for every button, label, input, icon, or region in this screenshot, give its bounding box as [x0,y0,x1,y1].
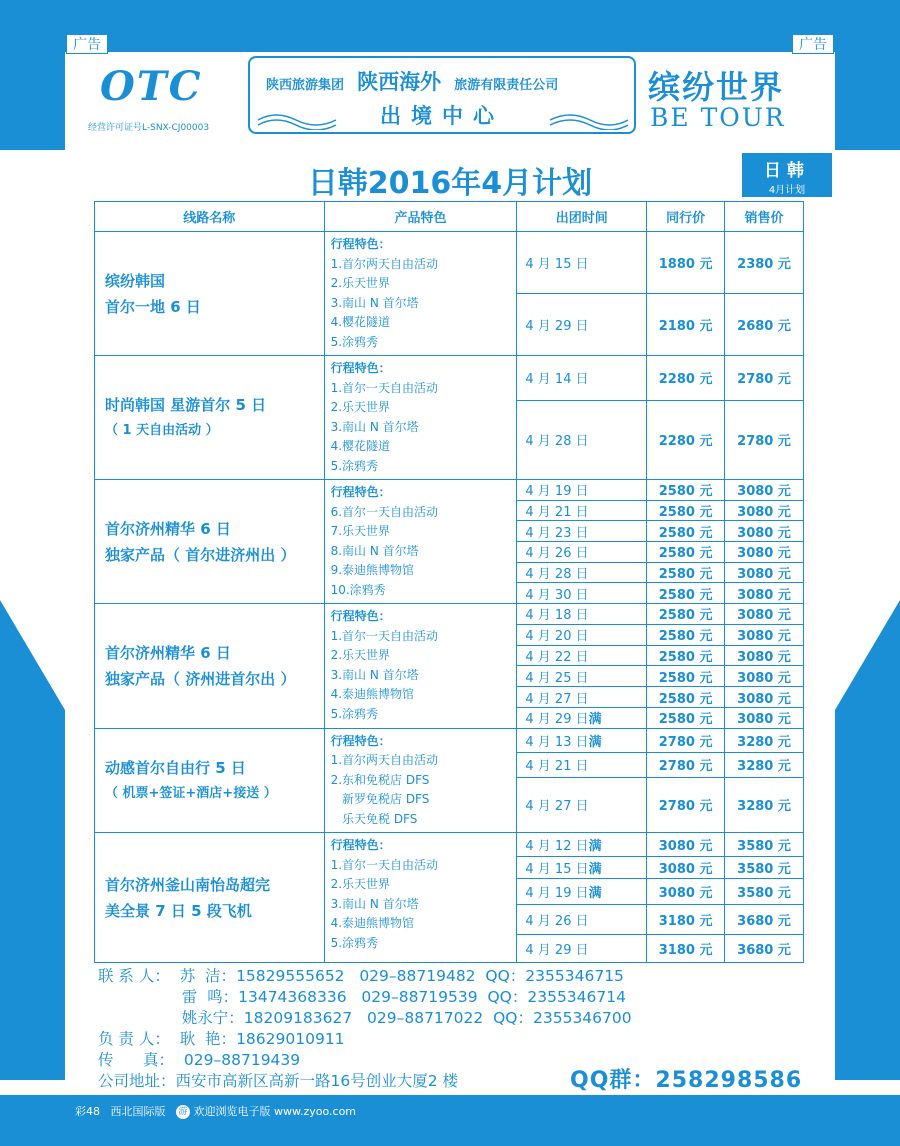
corner-tag [742,153,832,197]
full-badge: 满 [588,839,602,855]
departure-date-cell [517,521,647,542]
company-main-name: 陕西海外 [357,69,442,94]
retail-price: 2380 元 [725,232,804,294]
retail-price: 3080 元 [725,624,804,645]
manager-row: 负 责 人： 耿 艳：18629010911 [98,1030,345,1048]
table-row [95,356,804,401]
trade-price: 3180 元 [647,905,725,935]
page-number: 彩48 [75,1105,100,1118]
feature-item: 2.乐天世界 [330,877,391,892]
trade-price: 2580 元 [647,583,725,604]
route-subtitle: 独家产品（ 首尔进济州出 ） [105,545,296,564]
departure-date: 4 月 20 日 [525,629,589,645]
route-name: 缤纷韩国 [105,271,166,290]
ad-tag-right: 广告 [792,34,834,54]
departure-date-cell [517,728,647,752]
retail-price: 3080 元 [725,562,804,583]
trade-price: 2780 元 [647,753,725,777]
feature-item: 3.南山 N 首尔塔 [330,667,419,682]
departure-date: 4 月 29 日 [525,712,589,728]
features-cell [324,480,517,604]
departure-date: 4 月 19 日 [525,484,589,500]
header-departure: 出团时间 [517,202,647,232]
contact-row: 姚永宁：18209183627 029–88717022 QQ：2355346700 [98,1009,632,1027]
departure-date: 4 月 23 日 [525,525,589,541]
departure-date-cell [517,294,647,356]
trade-price: 2780 元 [647,777,725,833]
features-cell [324,356,517,480]
table-header-row [95,202,804,232]
departure-date-cell [517,935,647,963]
departure-date-cell [517,356,647,401]
full-badge: 满 [588,886,602,902]
trade-price: 2580 元 [647,562,725,583]
trade-price: 2280 元 [647,400,725,479]
features-cell [324,833,517,963]
retail-price: 3080 元 [725,583,804,604]
departure-date-cell [517,879,647,905]
departure-date-cell [517,541,647,562]
route-name-cell [95,604,325,729]
departure-date-cell [517,645,647,666]
retail-price: 3080 元 [725,604,804,625]
ad-tag-left: 广告 [66,34,108,54]
departure-date-cell [517,707,647,728]
retail-price: 3080 元 [725,541,804,562]
footer-slogan[interactable]: 欢迎浏览电子版 www.zyoo.com [193,1105,357,1118]
trade-price: 2580 元 [647,645,725,666]
header-route: 线路名称 [95,202,325,232]
table-row [95,728,804,752]
table-row [95,604,804,625]
departure-date: 4 月 12 日 [525,839,589,855]
trade-price: 1880 元 [647,232,725,294]
feature-item: 乐天免税 DFS [330,811,418,826]
trade-price: 2780 元 [647,728,725,752]
header-features: 产品特色 [324,202,517,232]
route-name: 动感首尔自由行 5 日 [105,758,246,777]
feature-item: 8.南山 N 首尔塔 [330,543,419,558]
departure-date: 4 月 21 日 [525,504,589,520]
trade-price: 2180 元 [647,294,725,356]
departure-date: 4 月 27 日 [525,691,589,707]
departure-date: 4 月 26 日 [525,546,589,562]
retail-price: 3080 元 [725,645,804,666]
feature-item: 1.首尔一天自由活动 [330,857,439,872]
license-number: 经营许可证号L-SNX-CJ00003 [88,123,210,133]
departure-date-cell [517,562,647,583]
outbound-center: 出境中心 [380,104,504,128]
feature-item: 5.涂鸦秀 [330,334,379,349]
retail-price: 3080 元 [725,666,804,687]
route-name-cell [95,356,325,480]
trade-price: 2580 元 [647,624,725,645]
departure-date-cell [517,624,647,645]
table-row [95,480,804,501]
departure-date: 4 月 21 日 [525,759,589,775]
trade-price: 2580 元 [647,604,725,625]
features-label: 行程特色： [330,838,391,853]
retail-price: 2680 元 [725,294,804,356]
corner-tag-subtitle: 4月计划 [768,185,806,196]
feature-item: 4.樱花隧道 [330,315,391,329]
otc-logo: OTC [100,63,203,110]
table-row [95,833,804,857]
feature-item: 6.首尔一天自由活动 [330,504,439,519]
fax-row: 传 真： 029–88719439 [98,1051,301,1069]
departure-date: 4 月 29 日 [525,319,589,334]
departure-date-cell [517,666,647,687]
route-subtitle: 独家产品（ 济州进首尔出 ） [105,669,296,688]
feature-item: 新罗免税店 DFS [330,792,430,807]
departure-date: 4 月 18 日 [525,608,589,624]
tour-plan-table [94,201,804,963]
trade-price: 2580 元 [647,687,725,708]
departure-date: 4 月 26 日 [525,914,589,930]
departure-date-cell [517,753,647,777]
feature-item: 5.涂鸦秀 [330,458,379,473]
retail-price: 3280 元 [725,728,804,752]
route-name-cell [95,728,325,833]
header-trade-price: 同行价 [647,202,725,232]
departure-date: 4 月 27 日 [525,799,589,815]
trade-price: 2580 元 [647,480,725,501]
feature-item: 1.首尔两天自由活动 [330,256,439,271]
departure-date-cell [517,857,647,879]
feature-item: 3.南山 N 首尔塔 [330,419,419,434]
departure-date-cell [517,400,647,479]
company-name-line [266,66,626,96]
features-cell [324,728,517,833]
retail-price: 2780 元 [725,356,804,401]
side-label-right [844,738,874,834]
qq-group: QQ群：258298586 [570,1068,803,1093]
full-badge: 满 [588,712,602,728]
trade-price: 3080 元 [647,857,725,879]
brand-english: BE TOUR [650,103,786,132]
features-cell [324,232,517,356]
retail-price: 3080 元 [725,707,804,728]
side-label-left-text: 陕西海外 [26,740,44,832]
contact-row: 雷 鸣：13474368336 029–88719539 QQ：2355346714 [98,988,626,1006]
features-label: 行程特色： [330,237,391,251]
feature-item: 2.乐天世界 [330,276,391,290]
route-subtitle: （ 机票+签证+酒店+接送 ） [105,785,277,801]
route-name: 时尚韩国 星游首尔 5 日 [105,395,267,414]
company-suffix: 旅游有限责任公司 [454,78,559,93]
feature-item: 10.涂鸦秀 [330,582,386,597]
right-band-corner [835,600,900,710]
feature-item: 7.乐天世界 [330,524,391,538]
departure-date-cell [517,232,647,294]
feature-item: 3.南山 N 首尔塔 [330,896,419,911]
contact-row: 联 系 人： 苏 洁：15829555652 029–88719482 QQ：2355346715 [98,967,624,985]
feature-item: 1.首尔一天自由活动 [330,628,439,643]
corner-tag-title: 日韩 [764,161,810,181]
route-name: 首尔济州精华 6 日 [105,643,231,662]
departure-date: 4 月 15 日 [525,862,589,878]
departure-date: 4 月 28 日 [525,434,589,450]
side-label-left [20,738,50,834]
features-label: 行程特色： [330,361,391,375]
brand-chinese: 缤纷世界 [648,68,785,106]
feature-item: 3.南山 N 首尔塔 [330,295,419,310]
trade-price: 3180 元 [647,935,725,963]
departure-date-cell [517,604,647,625]
departure-date: 4 月 22 日 [525,649,589,665]
full-badge: 满 [588,735,602,750]
departure-date-cell [517,583,647,604]
trade-price: 2580 元 [647,500,725,521]
feature-item: 4.樱花隧道 [330,439,391,453]
retail-price: 3280 元 [725,753,804,777]
departure-date: 4 月 29 日 [525,943,589,959]
feature-item: 4.泰迪熊博物馆 [330,687,415,701]
route-subtitle: 美全景 7 日 5 段飞机 [105,901,252,920]
trade-price: 2580 元 [647,707,725,728]
feature-item: 5.涂鸦秀 [330,935,379,950]
departure-date: 4 月 19 日 [525,886,589,902]
feature-item: 1.首尔两天自由活动 [330,753,439,768]
retail-price: 3080 元 [725,687,804,708]
departure-date-cell [517,777,647,833]
feature-item: 5.涂鸦秀 [330,706,379,721]
edition-name: 西北国际版 [110,1105,166,1118]
departure-date: 4 月 28 日 [525,566,589,582]
trade-price: 2580 元 [647,541,725,562]
feature-item: 4.泰迪熊博物馆 [330,916,415,931]
features-label: 行程特色： [330,733,391,748]
side-label-right-text: 陕西海外 [850,740,868,832]
feature-item: 9.泰迪熊博物馆 [330,563,415,577]
retail-price: 3080 元 [725,521,804,542]
route-name: 首尔济州精华 6 日 [105,519,231,538]
route-subtitle: 首尔一地 6 日 [105,297,201,316]
departure-date: 4 月 13 日 [525,735,589,750]
route-name-cell [95,232,325,356]
header-retail-price: 销售价 [725,202,804,232]
trade-price: 2580 元 [647,521,725,542]
feature-item: 2.东和免税店 DFS [330,772,430,787]
route-name: 首尔济州釜山南怡岛超完 [105,875,271,894]
departure-date: 4 月 25 日 [525,670,589,686]
feature-item: 2.乐天世界 [330,648,391,662]
retail-price: 3280 元 [725,777,804,833]
footer [75,1103,356,1119]
feature-item: 2.乐天世界 [330,400,391,414]
route-name-cell [95,833,325,963]
departure-date-cell [517,500,647,521]
departure-date: 4 月 15 日 [525,257,589,272]
address-row: 公司地址：西安市高新区高新一路16号创业大厦2 楼 [98,1072,459,1090]
departure-date: 4 月 14 日 [525,372,589,388]
table-body [95,232,804,963]
trade-price: 3080 元 [647,879,725,905]
route-name-cell [95,480,325,604]
departure-date-cell [517,687,647,708]
table-row [95,232,804,294]
trade-price: 2280 元 [647,356,725,401]
retail-price: 2780 元 [725,400,804,479]
retail-price: 3680 元 [725,935,804,963]
departure-date-cell [517,480,647,501]
trade-price: 3080 元 [647,833,725,857]
retail-price: 3580 元 [725,833,804,857]
company-banner [248,56,636,134]
retail-price: 3580 元 [725,857,804,879]
departure-date-cell [517,905,647,935]
page-title: 日韩2016年4月计划 [307,166,593,201]
features-label: 行程特色： [330,485,391,499]
retail-price: 3680 元 [725,905,804,935]
route-subtitle: （ 1 天自由活动 ） [105,422,219,438]
left-band-corner [0,600,65,710]
features-cell [324,604,517,729]
group-name: 陕西旅游集团 [266,78,345,93]
retail-price: 3580 元 [725,879,804,905]
feature-item: 1.首尔一天自由活动 [330,380,439,395]
retail-price: 3080 元 [725,500,804,521]
trade-price: 2580 元 [647,666,725,687]
departure-date: 4 月 30 日 [525,587,589,603]
retail-price: 3080 元 [725,480,804,501]
full-badge: 满 [588,862,602,878]
badge-icon: 游 [176,1105,190,1119]
departure-date-cell [517,833,647,857]
features-label: 行程特色： [330,609,391,623]
